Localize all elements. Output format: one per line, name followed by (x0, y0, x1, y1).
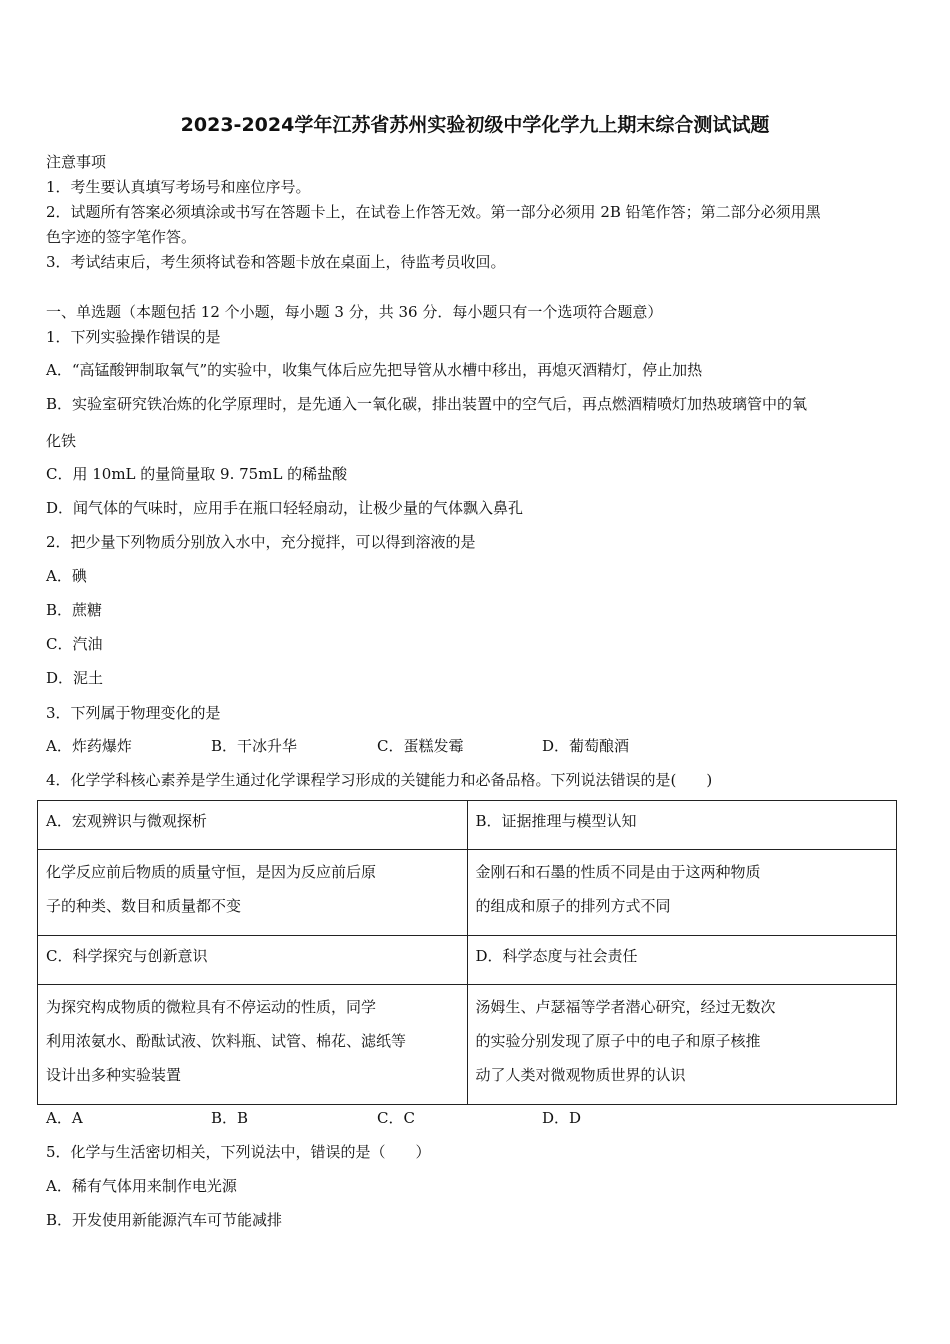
q4-cell-d-heading: D．科学态度与社会责任 (467, 936, 897, 985)
q4-option-b: B．B (211, 1109, 249, 1127)
notice-line-2-cont: 色字迹的签字笔作答。 (46, 228, 197, 246)
notice-heading: 注意事项 (46, 153, 107, 171)
q2-option-c: C．汽油 (46, 635, 103, 653)
q1-option-b: B．实验室研究铁冶炼的化学原理时，是先通入一氧化碳，排出装置中的空气后，再点燃酒精喷灯加热玻璃管中的氧 (46, 395, 808, 413)
q4-cell-c-heading: C．科学探究与创新意识 (38, 936, 468, 985)
q4-cell-c-line-2: 利用浓氨水、酚酞试液、饮料瓶、试管、棉花、滤纸等 (46, 1032, 407, 1050)
q1-option-d: D．闻气体的气味时，应用手在瓶口轻轻扇动，让极少量的气体飘入鼻孔 (46, 499, 524, 517)
q2-stem: 2．把少量下列物质分别放入水中，充分搅拌，可以得到溶液的是 (46, 533, 476, 551)
q4-option-a: A．A (46, 1109, 83, 1127)
q3-stem: 3．下列属于物理变化的是 (46, 704, 221, 722)
q4-cell-d-line-1: 汤姆生、卢瑟福等学者潜心研究，经过无数次 (475, 998, 776, 1016)
q5-option-b: B．开发使用新能源汽车可节能减排 (46, 1211, 283, 1229)
q2-option-b: B．蔗糖 (46, 601, 103, 619)
q4-cell-b-body (467, 850, 897, 936)
notice-line-2: 2．试题所有答案必须填涂或书写在答题卡上，在试卷上作答无效。第一部分必须用 2B 铅笔作答；第二部分必须用黑 (46, 203, 821, 221)
q4-cell-d-line-3: 动了人类对微观物质世界的认识 (475, 1066, 686, 1084)
q3-option-b: B．干冰升华 (211, 737, 298, 755)
q3-option-c: C．蛋糕发霉 (377, 737, 464, 755)
notice-line-3: 3．考试结束后，考生须将试卷和答题卡放在桌面上，待监考员收回。 (46, 253, 506, 271)
q5-option-a: A．稀有气体用来制作电光源 (46, 1177, 237, 1195)
q1-option-c: C．用 10mL 的量筒量取 9. 75mL 的稀盐酸 (46, 465, 348, 483)
q4-option-d: D．D (542, 1109, 582, 1127)
q3-option-d: D．葡萄酿酒 (542, 737, 630, 755)
q1-stem: 1．下列实验操作错误的是 (46, 328, 221, 346)
page-title: 2023-2024学年江苏省苏州实验初级中学化学九上期末综合测试试题 (180, 114, 770, 136)
q4-cell-a-body (38, 850, 468, 936)
q4-cell-d-body (467, 985, 897, 1105)
q4-cell-c-line-3: 设计出多种实验装置 (46, 1066, 182, 1084)
q4-stem: 4．化学学科核心素养是学生通过化学课程学习形成的关键能力和必备品格。下列说法错误的是( ) (46, 771, 713, 789)
notice-line-1: 1．考生要认真填写考场号和座位序号。 (46, 178, 311, 196)
q4-cell-c-body (38, 985, 468, 1105)
q2-option-d: D．泥土 (46, 669, 104, 687)
q3-option-a: A．炸药爆炸 (46, 737, 132, 755)
q4-cell-c-line-1: 为探究构成物质的微粒具有不停运动的性质，同学 (46, 998, 377, 1016)
q1-option-a: A．“高锰酸钾制取氧气”的实验中，收集气体后应先把导管从水槽中移出，再熄灭酒精灯，停止加热 (46, 361, 703, 379)
q4-cell-b-line-1: 金刚石和石墨的性质不同是由于这两种物质 (475, 863, 761, 881)
q1-option-b-cont: 化铁 (46, 432, 77, 450)
q4-cell-b-line-2: 的组成和原子的排列方式不同 (475, 897, 671, 915)
q4-cell-a-line-2: 子的种类、数目和质量都不变 (46, 897, 242, 915)
q4-option-c: C．C (377, 1109, 415, 1127)
q4-cell-a-heading: A．宏观辨识与微观探析 (38, 801, 468, 850)
q4-cell-b-heading: B．证据推理与模型认知 (467, 801, 897, 850)
q4-cell-a-line-1: 化学反应前后物质的质量守恒，是因为反应前后原 (46, 863, 377, 881)
q5-stem: 5．化学与生活密切相关，下列说法中，错误的是（ ） (46, 1143, 431, 1161)
q4-table (37, 800, 897, 1105)
q2-option-a: A．碘 (46, 567, 87, 585)
q4-cell-d-line-2: 的实验分别发现了原子中的电子和原子核推 (475, 1032, 761, 1050)
section-heading: 一、单选题（本题包括 12 个小题，每小题 3 分，共 36 分．每小题只有一个选项符合题意） (46, 303, 663, 321)
